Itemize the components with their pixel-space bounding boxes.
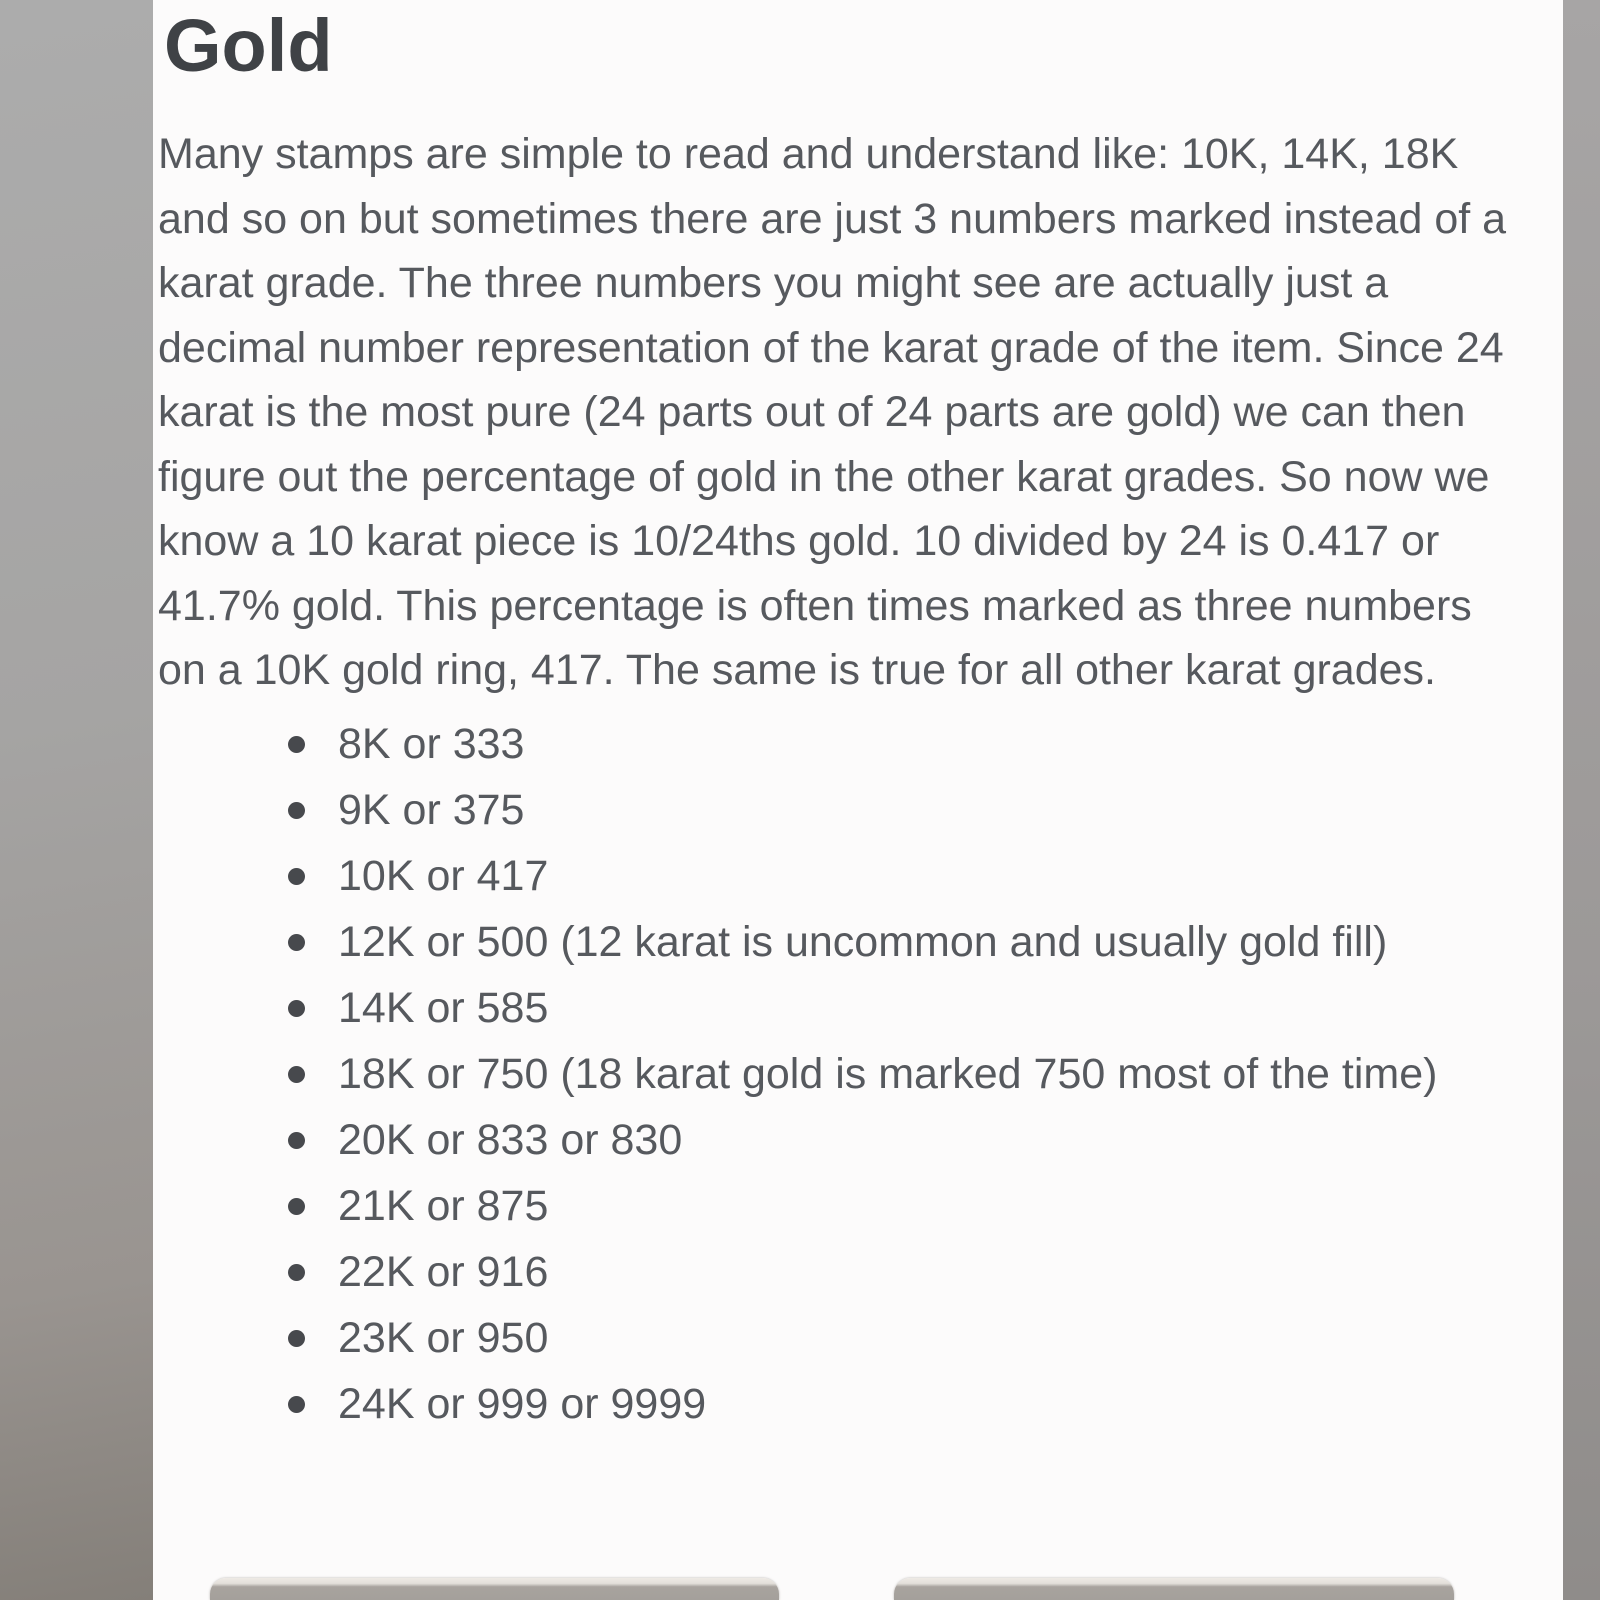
list-item: 22K or 916: [338, 1239, 1568, 1305]
intro-paragraph: Many stamps are simple to read and understand like: 10K, 14K, 18K and so on but sometimes there are just 3 numbers marked instead of a karat grade. The three numbers you might see are actually just a decimal number representation of the karat grade of the item. Since 24 karat is the most pure (24 parts out of 24 parts are gold) we can then figure out the percentage of gold in the other karat grades. So now we know a 10 karat piece is 10/24ths gold. 10 divided by 24 is 0.417 or 41.7% gold. This percentage is often times marked as three numbers on a 10K gold ring, 417. The same is true for all other karat grades.: [158, 130, 1507, 694]
list-item: 23K or 950: [338, 1305, 1568, 1371]
list-item: 10K or 417: [338, 843, 1568, 909]
article-page: [153, 0, 1563, 1600]
list-item: 20K or 833 or 830: [338, 1107, 1568, 1173]
list-item: 21K or 875: [338, 1173, 1568, 1239]
karat-list: [158, 711, 1568, 1437]
list-item: 18K or 750 (18 karat gold is marked 750 most of the time): [338, 1041, 1568, 1107]
list-item: 12K or 500 (12 karat is uncommon and usually gold fill): [338, 909, 1568, 975]
photo-border-right: [1563, 0, 1600, 1600]
list-item: 9K or 375: [338, 777, 1568, 843]
list-item: 8K or 333: [338, 711, 1568, 777]
bottom-button-right[interactable]: [894, 1578, 1454, 1600]
list-item: 14K or 585: [338, 975, 1568, 1041]
list-item: 24K or 999 or 9999: [338, 1371, 1568, 1437]
photo-border-left: [0, 0, 153, 1600]
bottom-button-left[interactable]: [210, 1578, 779, 1600]
page-title: Gold: [164, 4, 333, 87]
